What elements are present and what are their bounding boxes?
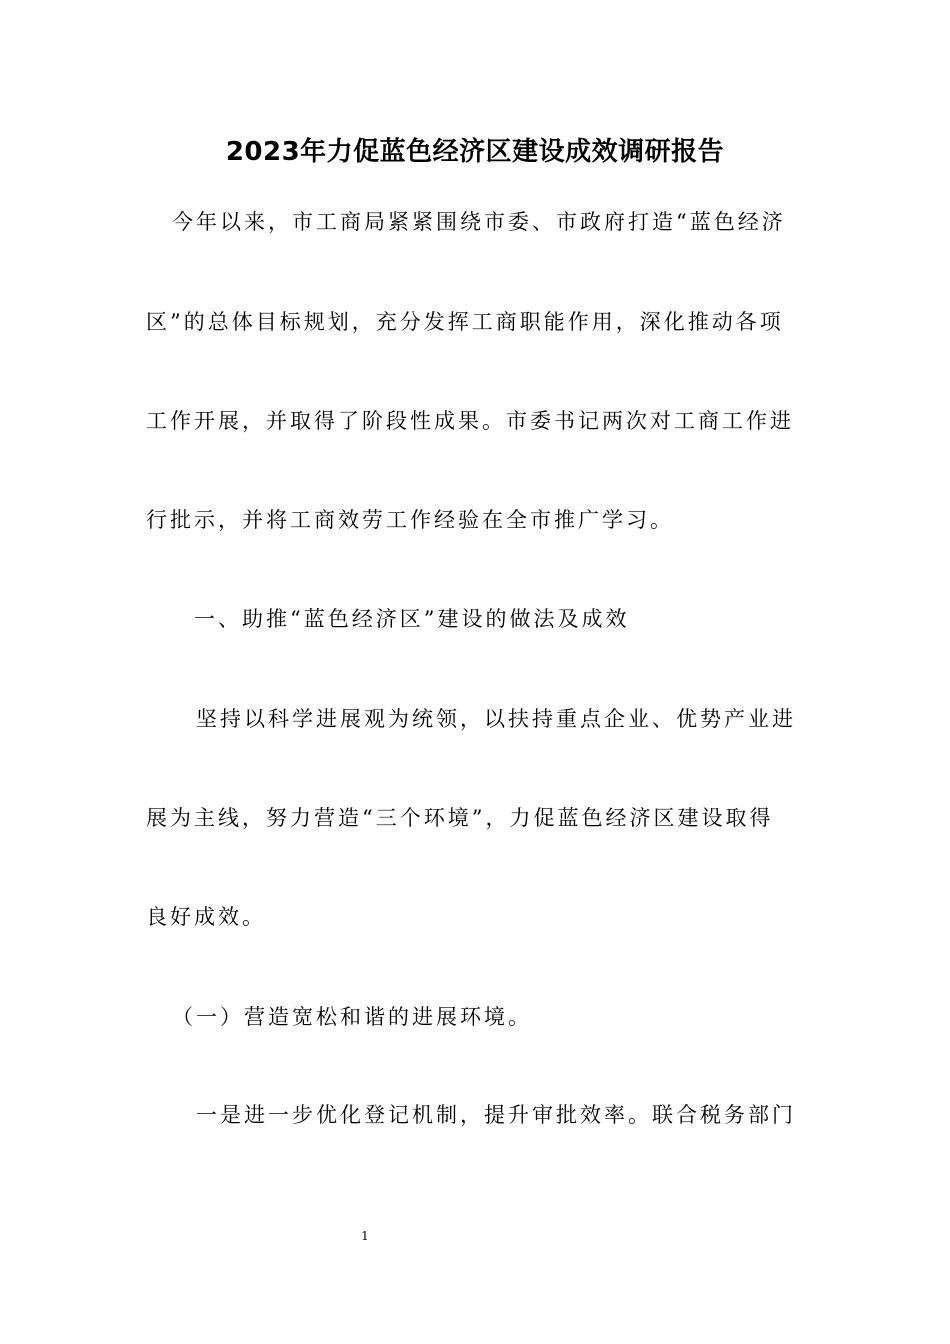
paragraph-line-1: 今年以来，市工商局紧紧围绕市委、市政府打造“蓝色经济 (172, 210, 786, 234)
paragraph-line-2: 区”的总体目标规划，充分发挥工商职能作用，深化推动各项 (146, 310, 784, 334)
subsection-heading-1: （一）营造宽松和谐的进展环境。 (172, 1005, 532, 1029)
paragraph-line-4: 行批示，并将工商效劳工作经验在全市推广学习。 (146, 508, 674, 532)
page-number: 1 (361, 1229, 369, 1243)
paragraph-line-7: 展为主线，努力营造“三个环境”，力促蓝色经济区建设取得 (146, 806, 774, 830)
section-heading-1: 一、助推“蓝色经济区”建设的做法及成效 (194, 607, 630, 631)
paragraph-line-8: 良好成效。 (146, 905, 266, 929)
document-title: 2023年力促蓝色经济区建设成效调研报告 (225, 137, 725, 167)
paragraph-line-10: 一是进一步优化登记机制，提升审批效率。联合税务部门 (196, 1103, 796, 1127)
paragraph-line-6: 坚持以科学进展观为统领，以扶持重点企业、优势产业进 (196, 707, 796, 731)
paragraph-line-3: 工作开展，并取得了阶段性成果。市委书记两次对工商工作进 (146, 409, 794, 433)
